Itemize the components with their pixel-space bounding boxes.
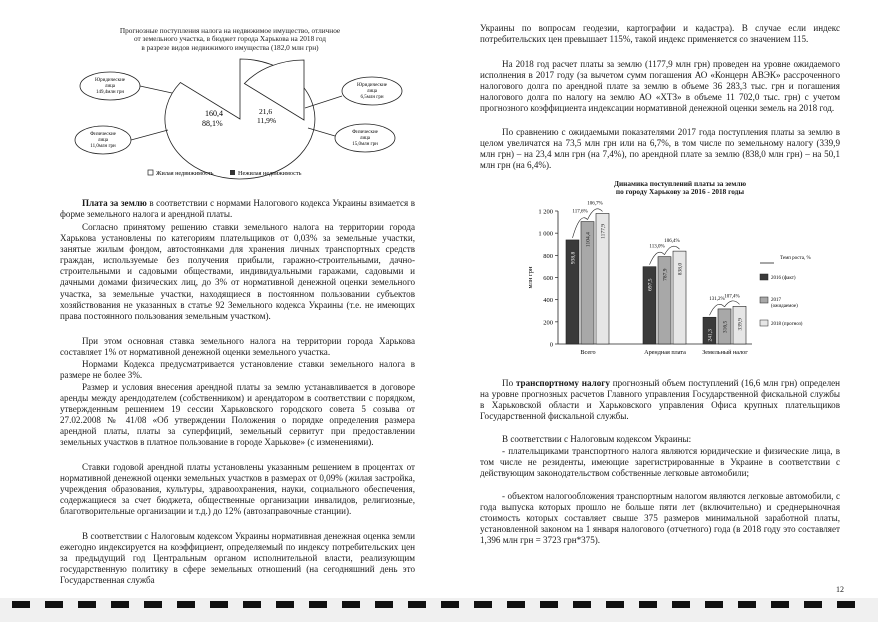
pie-chart-title	[80, 27, 380, 52]
scan-dash	[804, 601, 822, 608]
legend-label: Нежилая недвижимость	[238, 170, 302, 177]
callout-text: 15,0млн грн	[352, 142, 378, 147]
scan-dash	[78, 601, 96, 608]
bar-title-line: Динамика поступлений платы за землю	[613, 179, 747, 188]
callout-text: Физические	[352, 130, 378, 135]
legend-swatch	[760, 274, 768, 280]
scan-dash	[474, 601, 492, 608]
scan-dash	[177, 601, 195, 608]
scan-dash	[705, 601, 723, 608]
bar-value-label: 938,8	[570, 251, 577, 265]
paragraph-text: прогнозный объем поступлений (16,6 млн грн) определен на уровне прогнозных расчетов Главного управления Государственной фискальной службы в Харьковской области и Харьковского управления Офиса крупных плательщиков Государственной фискальной службы.	[480, 378, 841, 422]
pie-title-line: в разрезе видов недвижимого имущества (182,0 млн грн)	[141, 42, 319, 52]
callout-text: лица	[104, 84, 116, 89]
bold-term: Плата за землю	[82, 198, 147, 208]
callout-text: лица	[359, 136, 371, 141]
callout-text: лица	[97, 138, 109, 143]
pie-title-line: Прогнозные поступления налога на недвижимое имущество, отличное	[119, 26, 341, 35]
pie-small-value: 21,6	[259, 107, 273, 116]
paragraph-text: в соответствии с нормами Налогового кодекса Украины взимается в форме земельного налога и арендной платы.	[60, 198, 415, 220]
pie-title-line: от земельного участка, в бюджет города Харькова на 2018 год	[133, 34, 327, 44]
paragraph: Согласно принятому решению ставки земельного налога на территории города Харькова установлены по категориям плательщиков от 0,03% за земельные участки, занятые жилым фондом, автостоянками для хранения личных транспортных средств граждан, используемые без получения прибыли, гаражно-строительными, дачно-строительными и садовыми обществами, индивидуальными гаражами, садовыми и дачными домами физических лиц, до 3% от нормативной денежной оценки земельного участка, за земельные участки, находящиеся в постоянном пользовании субъектов хозяйствования не указанных в статье 92 Земельного кодекса Украины (т.е. не имеющих права постоянного пользования земельным участком).	[60, 222, 415, 321]
scan-dash	[441, 601, 459, 608]
bar-value-label: 1104,4	[585, 232, 592, 248]
bar-value-label: 787,9	[662, 268, 669, 281]
scan-dash	[45, 601, 63, 608]
growth-label: 107,4%	[724, 294, 740, 300]
growth-arc	[725, 301, 740, 307]
legend-label: 2016 (факт)	[771, 276, 796, 281]
paragraph: - объектом налогообложения транспортным налогом являются легковые автомобили, с года выпуска которых прошло не больше пяти лет (включительно) и среднерыночная стоимость которых составляет свыше 375 размеров минимальной заработной платы, установленной законом на 1 января налогового (отчетного) года (в 2018 году это составляет 1,396 млн грн = 3723 грн*375).	[480, 491, 840, 546]
scan-dash	[375, 601, 393, 608]
bar-value-label: 339,9	[737, 318, 744, 331]
scan-dash	[243, 601, 261, 608]
growth-label: 117,6%	[572, 209, 588, 215]
growth-label: 106,4%	[664, 239, 680, 245]
paragraph: Нормами Кодекса предусматривается установление ставки земельного налога в размере не более 3%.	[60, 359, 415, 381]
scan-dash	[276, 601, 294, 608]
scan-dash	[309, 601, 327, 608]
paragraph: По сравнению с ожидаемыми показателями 2017 года поступления платы за землю в целом увеличатся на 73,5 млн грн или на 6,7%, в том числе по земельному налогу (339,9 млн грн) – на 23,4 млн грн (на 7,4%), по арендной плате за землю (838,0 млн грн) – на 50,1 млн грн (на 6,4%).	[480, 127, 840, 171]
growth-label: 131,2%	[709, 296, 725, 302]
legend-label: Темп роста, %	[780, 256, 811, 261]
y-tick-label: 600	[543, 275, 553, 282]
scan-dash	[144, 601, 162, 608]
bar-value-label: 316,5	[722, 320, 729, 334]
callout-text: 149,4млн грн	[95, 90, 125, 95]
legend-swatch	[760, 297, 768, 303]
paragraph: На 2018 год расчет платы за землю (1177,9 млн грн) проведен на уровне ожидаемого исполнения в 2017 году (за вычетом сумм погашения АО «Концерн АВЭК» рассроченного налогового долга по арендной плате за землю в объеме 36 283,3 тыс. грн и погашения налогового долга по налогу на землю АО «ХТЗ» в объеме 11 702,0 тыс. грн) с учетом прогнозного коэффициента индексации нормативной денежной оценки земель на 2018 год.	[480, 59, 840, 114]
callout-text: 6,5млн грн	[360, 95, 384, 100]
pie-big-value: 160,4	[205, 109, 223, 118]
bar-value-label: 1177,9	[600, 223, 607, 239]
scan-dash	[771, 601, 789, 608]
pie-big-pct: 88,1%	[202, 119, 223, 128]
y-tick-label: 0	[549, 341, 553, 349]
scan-dash	[111, 601, 129, 608]
legend-swatch	[760, 320, 768, 326]
paragraph: Ставки годовой арендной платы установлены указанным решением в процентах от нормативной денежной оценки земельных участков в размерах от 0,09% (жилая застройка, учреждения образования, культуры, здравоохранения, науки, социального обеспечения, содержащиеся за счет бюджета, общественные организации инвалидов, религиозные, благотворительные организации и т.д.) до 12% (автозаправочные станции).	[60, 462, 415, 517]
scan-dash	[12, 601, 30, 608]
pie-chart	[60, 58, 415, 188]
legend-label: (ожидаемое)	[771, 304, 798, 309]
bar-chart-title	[560, 180, 800, 197]
y-axis-label: млн грн	[527, 266, 534, 289]
scan-dash	[639, 601, 657, 608]
scan-dash	[342, 601, 360, 608]
paragraph: В соответствии с Налоговым кодексом Украины нормативная денежная оценка земли ежегодно индексируется на коэффициент, определяемый по индексу потребительских цен за предыдущий год Центральным органом исполнительной власти, реализующим государственную политику в сфере земельных отношений (на сегодняшний день это Государственная служба	[60, 531, 415, 586]
bar-value-label: 838,0	[677, 262, 684, 276]
paragraph: В соответствии с Налоговым кодексом Украины:	[502, 434, 692, 444]
scan-dash	[540, 601, 558, 608]
bar	[643, 267, 656, 344]
y-tick-label: 1 000	[538, 230, 553, 238]
growth-label: 106,7%	[587, 201, 603, 207]
scan-dash	[210, 601, 228, 608]
y-tick-label: 200	[543, 319, 553, 327]
y-tick-label: 800	[543, 252, 553, 260]
bar-chart	[480, 197, 840, 372]
scan-dash	[573, 601, 591, 608]
scan-dash	[738, 601, 756, 608]
growth-label: 113,0%	[649, 244, 665, 250]
paragraph	[60, 198, 415, 220]
callout-text: Физические	[90, 132, 116, 137]
scan-dash	[408, 601, 426, 608]
paragraph	[480, 378, 840, 422]
bold-term: транспортному налогу	[515, 378, 610, 388]
scan-dash	[672, 601, 690, 608]
legend-label: Жилая недвижимость	[156, 170, 214, 177]
callout-text: Юридические	[95, 78, 125, 83]
legend-label: 2018 (прогноз)	[771, 322, 803, 327]
scan-dash	[507, 601, 525, 608]
bar-title-line: по городу Харькову за 2016 - 2018 годы	[615, 187, 745, 197]
paragraph: Размер и условия внесения арендной платы за землю устанавливается в договоре аренды между арендодателем (собственником) и арендатором в соответствии с порядком, утвержденным решением 19 сессии Харьковского городского совета 5 созыва от 27.02.2008 № 41/08 «Об утверждении Положения о порядке определения размера арендной платы, платы за суперфиций, земельный сервитут при предоставлении земельных участков в платное пользование в городе Харькове» (с изменениями).	[60, 382, 415, 448]
x-category-label: Арендная плата	[644, 349, 686, 356]
scan-dash	[606, 601, 624, 608]
bar-value-label: 241,3	[707, 329, 714, 342]
y-tick-label: 400	[543, 297, 553, 305]
paragraph-text: По	[502, 378, 516, 388]
callout-text: 11,0млн грн	[90, 144, 116, 149]
scan-dash	[837, 601, 855, 608]
x-category-label: Земельный налог	[702, 349, 748, 356]
x-category-label: Всего	[580, 349, 596, 356]
paragraph: - плательщиками транспортного налога являются юридические и физические лица, в том числе не резиденты, имеющие зарегистрированные в Украине в соответствии с действующим законодательством собственные легковые автомобили;	[480, 446, 840, 479]
y-tick-label: 1 200	[538, 208, 553, 216]
legend-label: 2017	[771, 298, 781, 303]
paragraph: При этом основная ставка земельного налога на территории города Харькова составляет 1% от нормативной денежной оценки земельного участка.	[60, 336, 415, 358]
legend-swatch	[148, 170, 153, 175]
page-number: 12	[836, 585, 844, 594]
paragraph: Украины по вопросам геодезии, картографии и кадастра). В случае если индекс потребительских цен превышает 115%, такой индекс применяется со значением 115.	[480, 23, 840, 45]
bar-value-label: 697,5	[647, 278, 654, 291]
legend-swatch	[230, 170, 235, 175]
callout-text: Юридические	[357, 83, 387, 88]
pie-small-pct: 11,9%	[257, 116, 277, 125]
callout-text: лица	[366, 89, 378, 94]
